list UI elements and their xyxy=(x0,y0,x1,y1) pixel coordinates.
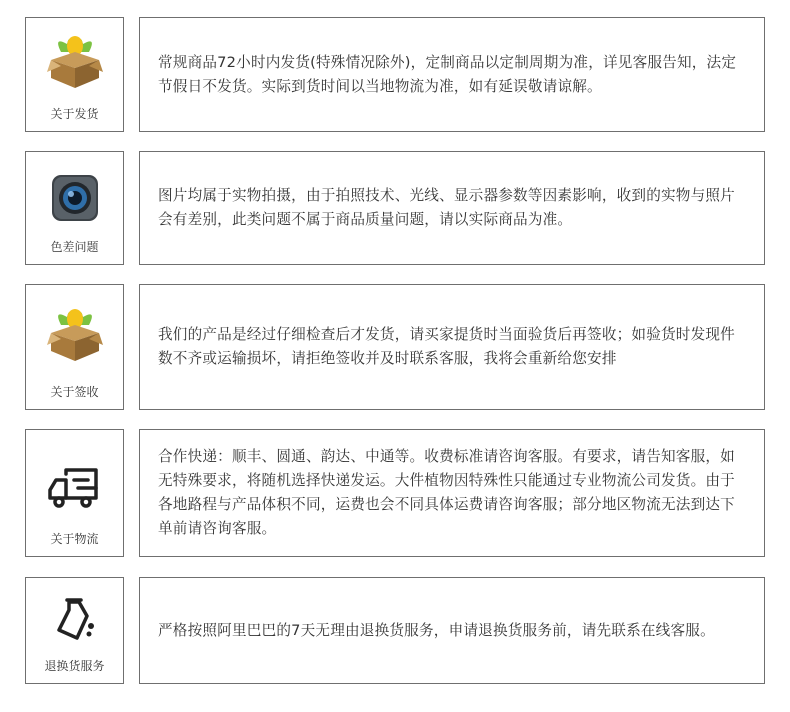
section-label: 关于物流 xyxy=(50,532,99,546)
section-description xyxy=(139,151,765,265)
section-text: 我们的产品是经过仔细检查后才发货，请买家提货时当面验货后再签收；如验货时发现件数不齐或运输损坏，请拒绝签收并及时联系客服，我将会重新给您安排 xyxy=(158,326,735,367)
section-description xyxy=(139,577,765,684)
section-label: 关于签收 xyxy=(50,385,99,399)
section-label: 关于发货 xyxy=(50,107,99,121)
section-text: 图片均属于实物拍摄，由于拍照技术、光线、显示器参数等因素影响，收到的实物与照片会有差别，此类问题不属于商品质量问题，请以实际商品为准。 xyxy=(158,187,735,228)
section-description xyxy=(139,17,765,132)
section-label: 退换货服务 xyxy=(44,659,105,673)
package-box-icon xyxy=(47,303,103,367)
delivery-truck-icon xyxy=(46,466,104,514)
section-text: 严格按照阿里巴巴的7天无理由退换货服务，申请退换货服务前，请先联系在线客服。 xyxy=(158,621,715,639)
return-bottle-icon xyxy=(53,596,97,648)
section-icon-card xyxy=(25,577,124,684)
section-icon-card xyxy=(25,284,124,410)
section-text: 常规商品72小时内发货(特殊情况除外)，定制商品以定制周期为准，详见客服告知，法定节假日不发货。实际到货时间以当地物流为准，如有延误敬请谅解。 xyxy=(158,53,737,95)
section-description xyxy=(139,429,765,557)
section-icon-card xyxy=(25,17,124,132)
package-box-icon xyxy=(47,30,103,94)
camera-lens-icon xyxy=(51,174,99,226)
section-description xyxy=(139,284,765,410)
section-icon-card xyxy=(25,429,124,557)
section-text: 合作快递：顺丰、圆通、韵达、中通等。收费标准请咨询客服。有要求，请告知客服，如无特殊要求，将随机选择快递发运。大件植物因特殊性只能通过专业物流公司发货。由于各地路程与产品体积不同，运费也会不同具体运费请咨询客服；部分地区物流无法到达下单前请咨询客服。 xyxy=(158,448,735,537)
section-icon-card xyxy=(25,151,124,265)
section-label: 色差问题 xyxy=(50,240,99,254)
